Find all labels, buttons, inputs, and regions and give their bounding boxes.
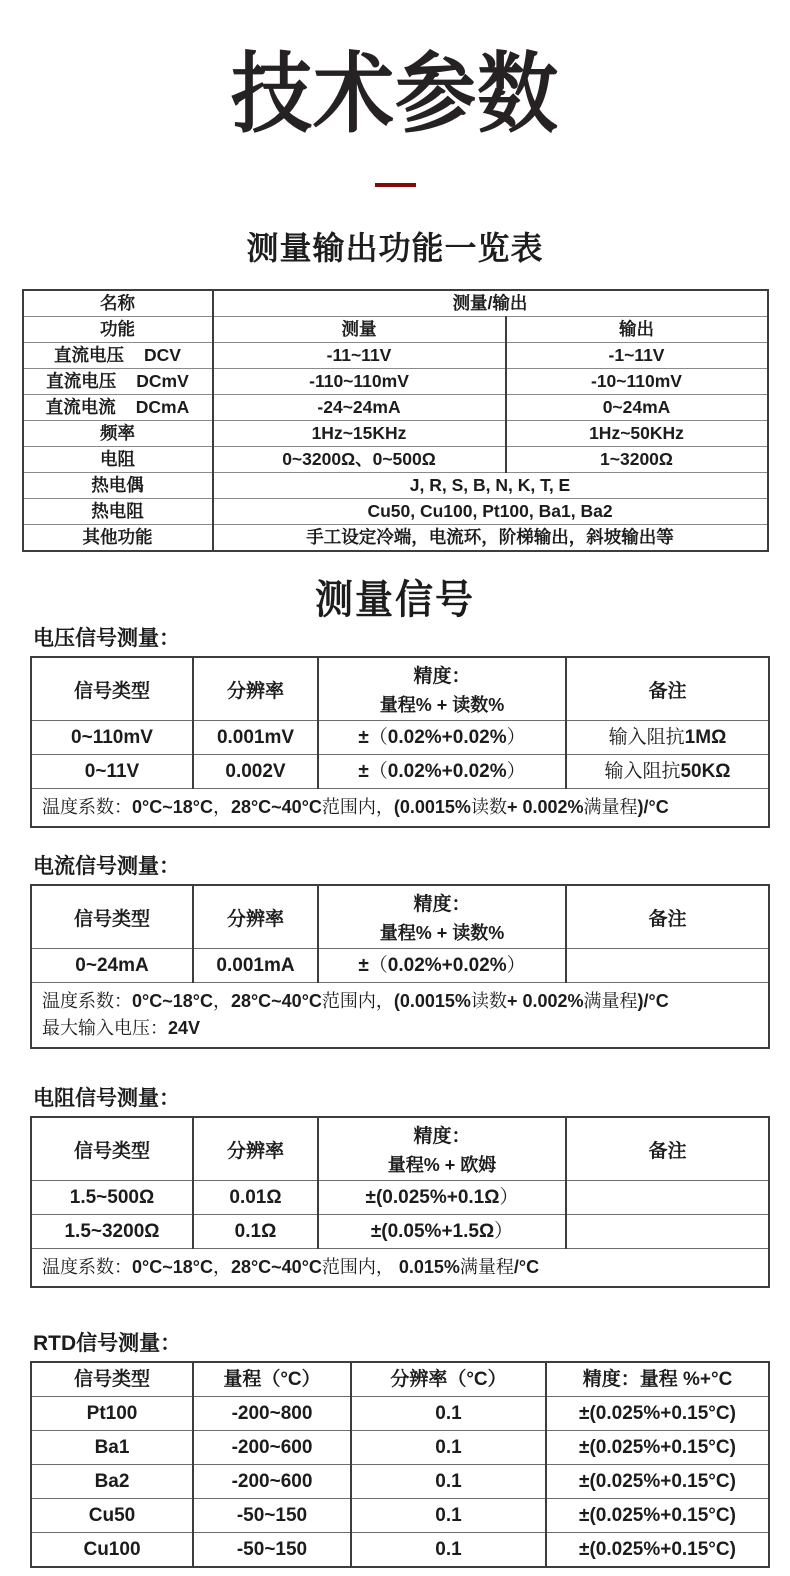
cell-resolution: 0.1 — [351, 1465, 546, 1499]
overview-table — [22, 289, 769, 552]
cell-accuracy: ±(0.025%+0.15°C) — [546, 1533, 769, 1568]
cell-resolution: 0.002V — [193, 755, 318, 789]
header-note: 备注 — [566, 1117, 769, 1181]
cell-row-name: 其他功能 — [23, 525, 213, 552]
table-row — [23, 290, 768, 317]
page-title: 技术参数 — [230, 46, 559, 144]
header-resolution: 分辨率 — [193, 1117, 318, 1181]
cell-signal-type: 0~110mV — [31, 721, 193, 755]
cell-signal-type: Cu50 — [31, 1499, 193, 1533]
cell-accuracy: ±（0.02%+0.02%） — [318, 949, 566, 983]
header-resolution: 分辨率 — [193, 657, 318, 721]
voltage-table — [30, 656, 770, 828]
resistance-table — [30, 1116, 770, 1288]
cell-output: 输出 — [506, 317, 768, 343]
cell-measure: 1Hz~15KHz — [213, 421, 506, 447]
cell-accuracy: ±（0.02%+0.02%） — [318, 721, 566, 755]
table-row — [31, 1465, 769, 1499]
table-header-row — [31, 1362, 769, 1397]
header-resolution: 分辨率 — [193, 885, 318, 949]
cell-signal-type: 1.5~500Ω — [31, 1181, 193, 1215]
table-row — [23, 525, 768, 552]
cell-note: 输入阻抗50KΩ — [566, 755, 769, 789]
cell-row-name: 热电阻 — [23, 499, 213, 525]
header-accuracy: 精度： 量程% + 读数% — [318, 657, 566, 721]
title-dash — [375, 183, 416, 187]
cell-resolution: 0.1 — [351, 1499, 546, 1533]
cell-accuracy: ±(0.05%+1.5Ω） — [318, 1215, 566, 1249]
cell-measure: 0~3200Ω、0~500Ω — [213, 447, 506, 473]
table-row — [31, 1215, 769, 1249]
cell-measure: -11~11V — [213, 343, 506, 369]
overview-table-heading: 测量输出功能一览表 — [246, 230, 544, 266]
cell-measure: -110~110mV — [213, 369, 506, 395]
cell-signal-type: Cu100 — [31, 1533, 193, 1568]
cell-signal-type: 0~24mA — [31, 949, 193, 983]
table-footer-row — [31, 789, 769, 828]
cell-resolution: 0.1 — [351, 1397, 546, 1431]
signal-code: DCmV — [136, 371, 189, 391]
table-row — [23, 343, 768, 369]
cell-value: 测量/输出 — [213, 290, 768, 317]
cell-accuracy: ±（0.02%+0.02%） — [318, 755, 566, 789]
table-row — [31, 1181, 769, 1215]
current-table — [30, 884, 770, 1049]
table-header-row — [31, 657, 769, 721]
cell-accuracy: ±(0.025%+0.1Ω） — [318, 1181, 566, 1215]
cell-resolution: 0.1 — [351, 1431, 546, 1465]
cell-signal-type: 0~11V — [31, 755, 193, 789]
cell-range: -200~600 — [193, 1465, 351, 1499]
header-accuracy: 精度： 量程% + 欧姆 — [318, 1117, 566, 1181]
cell-resolution: 0.1Ω — [193, 1215, 318, 1249]
table-row — [23, 447, 768, 473]
cell-signal-type: Ba2 — [31, 1465, 193, 1499]
header-signal-type: 信号类型 — [73, 680, 150, 702]
cell-resolution: 0.001mV — [193, 721, 318, 755]
cell-accuracy: ±(0.025%+0.15°C) — [546, 1465, 769, 1499]
current-section-label: 电流信号测量： — [33, 855, 180, 878]
rtd-section-label: RTD信号测量： — [33, 1332, 182, 1355]
resistance-section-label: 电阻信号测量： — [33, 1087, 180, 1110]
cell-value: 手工设定冷端，电流环，阶梯输出，斜坡输出等 — [213, 525, 768, 552]
cell-row-name: 直流电流 DCmA — [23, 395, 213, 421]
cell-range: -50~150 — [193, 1499, 351, 1533]
cell-output: -10~110mV — [506, 369, 768, 395]
cell-signal-type: 1.5~3200Ω — [31, 1215, 193, 1249]
cell-output: 0~24mA — [506, 395, 768, 421]
table-row — [23, 499, 768, 525]
header-signal-type: 信号类型 — [73, 1369, 150, 1390]
header-accuracy: 精度：量程 %+°C — [546, 1362, 769, 1397]
cell-output: 1Hz~50KHz — [506, 421, 768, 447]
table-row — [23, 421, 768, 447]
cell-note: 输入阻抗1MΩ — [566, 721, 769, 755]
table-footer-row — [31, 1249, 769, 1288]
table-row — [31, 949, 769, 983]
footer-temperature-coefficient: 温度系数：0°C~18°C，28°C~40°C范围内，(0.0015%读数+ 0.002%满量程)/°C 最大输入电压：24V — [31, 983, 769, 1049]
cell-signal-type: Pt100 — [31, 1397, 193, 1431]
cell-measure: 测量 — [213, 317, 506, 343]
cell-resolution: 0.1 — [351, 1533, 546, 1568]
table-row — [23, 317, 768, 343]
table-row — [31, 1431, 769, 1465]
table-footer-row — [31, 983, 769, 1049]
header-signal-type: 信号类型 — [73, 908, 150, 930]
table-header-row — [31, 1117, 769, 1181]
cell-signal-type: Ba1 — [31, 1431, 193, 1465]
header-range: 量程（°C） — [193, 1362, 351, 1397]
cell-accuracy: ±(0.025%+0.15°C) — [546, 1499, 769, 1533]
cell-row-name: 直流电压 DCmV — [23, 369, 213, 395]
rtd-table — [30, 1361, 770, 1568]
cell-range: -200~600 — [193, 1431, 351, 1465]
table-row — [31, 1533, 769, 1568]
signal-section-heading: 测量信号 — [314, 578, 475, 623]
cell-accuracy: ±(0.025%+0.15°C) — [546, 1431, 769, 1465]
table-row — [23, 473, 768, 499]
header-note: 备注 — [566, 885, 769, 949]
table-header-row — [31, 885, 769, 949]
cell-row-name: 热电偶 — [23, 473, 213, 499]
signal-code: DCV — [144, 345, 181, 365]
table-row — [31, 1499, 769, 1533]
header-signal-type: 信号类型 — [73, 1140, 150, 1162]
cell-accuracy: ±(0.025%+0.15°C) — [546, 1397, 769, 1431]
cell-output: 1~3200Ω — [506, 447, 768, 473]
signal-code: DCmA — [135, 397, 190, 417]
footer-temperature-coefficient: 温度系数：0°C~18°C，28°C~40°C范围内， 0.015%满量程/°C — [31, 1249, 769, 1288]
voltage-section-label: 电压信号测量： — [33, 627, 180, 650]
cell-note — [566, 949, 769, 983]
cell-resolution: 0.001mA — [193, 949, 318, 983]
cell-resolution: 0.01Ω — [193, 1181, 318, 1215]
cell-note — [566, 1181, 769, 1215]
cell-row-name: 直流电压 DCV — [23, 343, 213, 369]
cell-row-name: 功能 — [23, 317, 213, 343]
header-resolution: 分辨率（°C） — [351, 1362, 546, 1397]
cell-row-name: 电阻 — [23, 447, 213, 473]
table-row — [23, 369, 768, 395]
header-accuracy: 精度： 量程% + 读数% — [318, 885, 566, 949]
cell-output: -1~11V — [506, 343, 768, 369]
cell-value: J, R, S, B, N, K, T, E — [213, 473, 768, 499]
table-row — [31, 721, 769, 755]
table-row — [23, 395, 768, 421]
cell-range: -200~800 — [193, 1397, 351, 1431]
cell-range: -50~150 — [193, 1533, 351, 1568]
cell-row-name: 频率 — [23, 421, 213, 447]
cell-row-name: 名称 — [100, 293, 135, 313]
footer-temperature-coefficient: 温度系数：0°C~18°C，28°C~40°C范围内，(0.0015%读数+ 0.002%满量程)/°C — [31, 789, 769, 828]
cell-value: Cu50, Cu100, Pt100, Ba1, Ba2 — [213, 499, 768, 525]
table-row — [31, 1397, 769, 1431]
table-row — [31, 755, 769, 789]
header-note: 备注 — [566, 657, 769, 721]
cell-measure: -24~24mA — [213, 395, 506, 421]
cell-note — [566, 1215, 769, 1249]
